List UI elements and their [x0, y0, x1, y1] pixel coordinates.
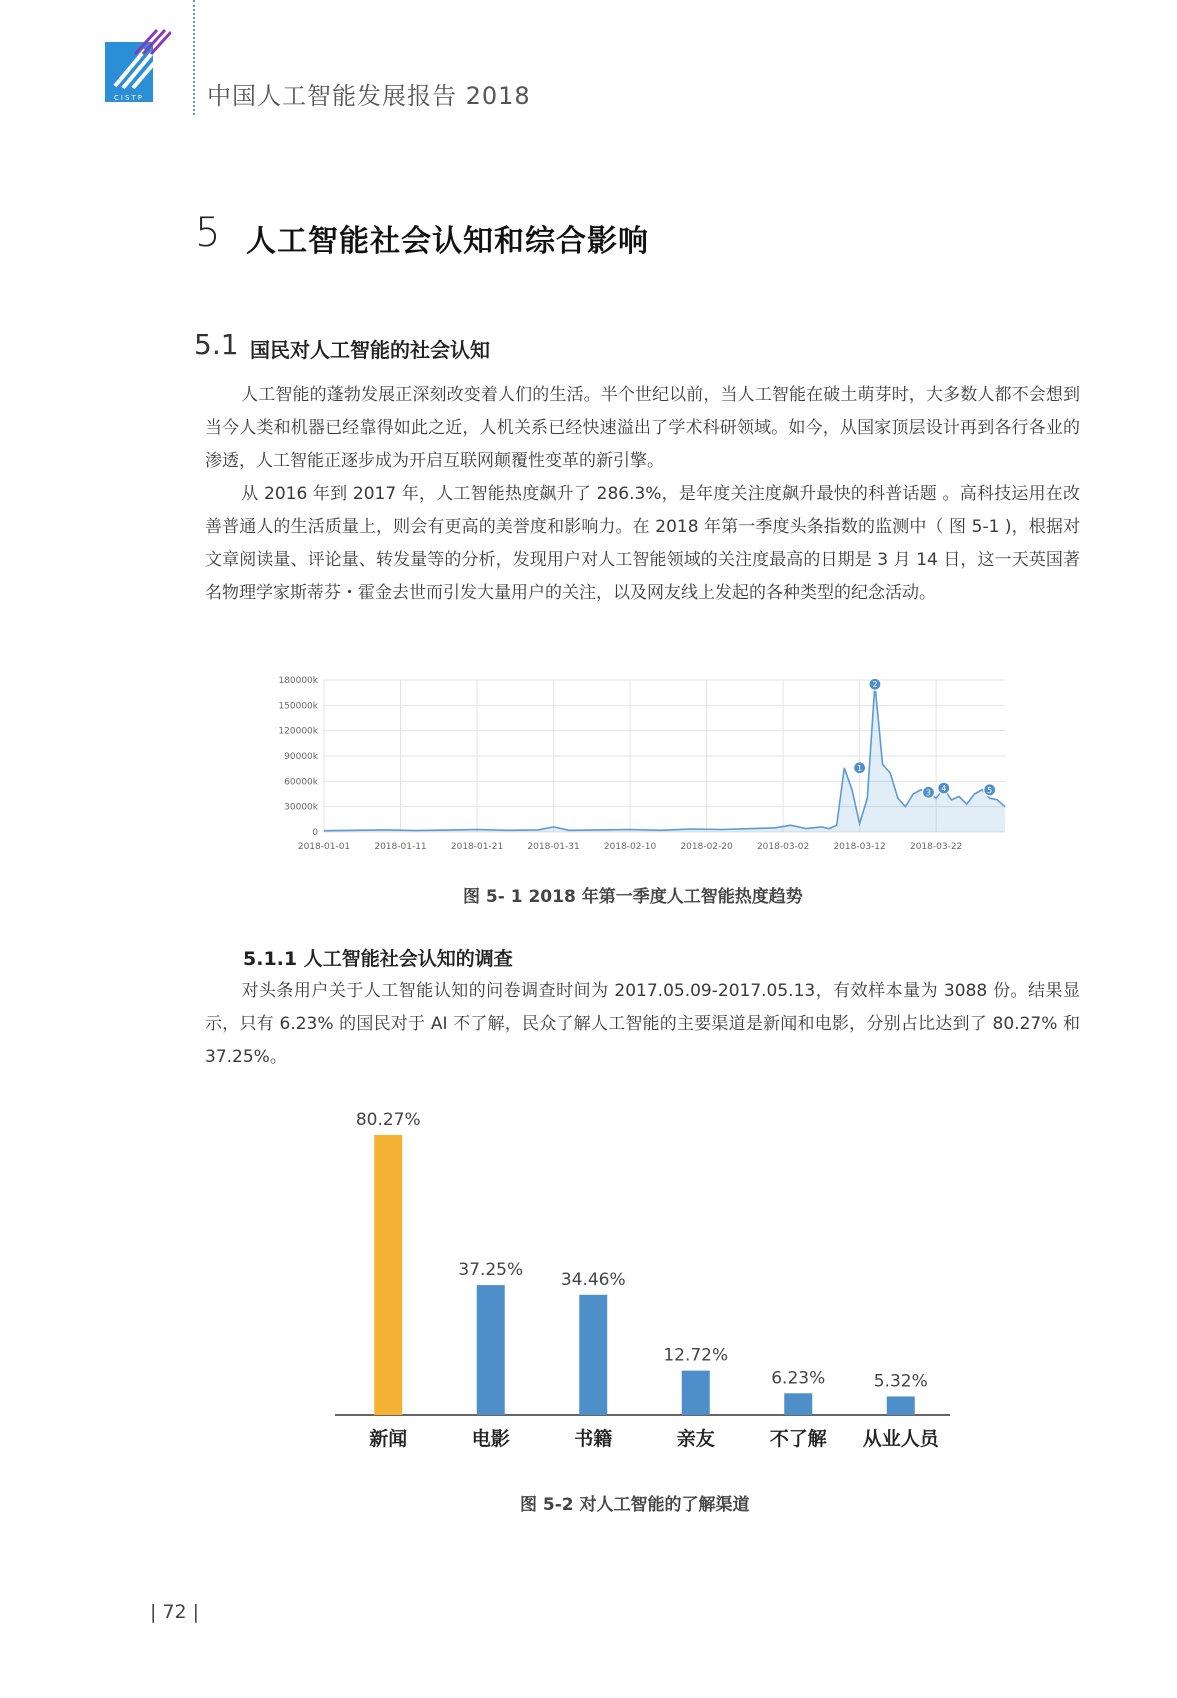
- x-tick-label: 2018-03-02: [756, 842, 810, 852]
- page-number: | 72 |: [150, 1601, 200, 1623]
- section-number: 5.1: [194, 328, 239, 361]
- category-label: 新闻: [369, 1428, 408, 1450]
- category-label: 不了解: [769, 1428, 827, 1450]
- running-header: 中国人工智能发展报告 2018: [207, 82, 531, 110]
- bar: [579, 1295, 607, 1415]
- y-tick-label: 150000k: [278, 701, 318, 712]
- bar-value-label: 12.72%: [663, 1345, 729, 1366]
- bar: [477, 1285, 505, 1415]
- x-tick-label: 2018-01-21: [450, 842, 504, 852]
- heat-trend-chart: [275, 662, 1010, 862]
- header-divider: [193, 0, 195, 115]
- paragraph: [205, 478, 1080, 610]
- paragraph: [205, 379, 1080, 478]
- paragraph: [205, 975, 1080, 1074]
- y-tick-label: 60000k: [284, 777, 318, 788]
- paragraph-text: 人工智能的蓬勃发展正深刻改变着人们的生活。半个世纪以前，当人工智能在破土萌芽时，大多数人都不会想到当今人类和机器已经靠得如此之近，人机关系已经快速溢出了学术科研领域。如今，从国家顶层设计再到各行各业的渗透，人工智能正逐步成为开启互联网颠覆性变革的新引擎。: [205, 385, 1080, 471]
- section-title: 国民对人工智能的社会认知: [250, 338, 490, 362]
- x-tick-label: 2018-02-20: [680, 842, 733, 852]
- chapter-number: 5: [195, 210, 221, 256]
- paragraph-text: 从 2016 年到 2017 年，人工智能热度飙升了 286.3%，是年度关注度飙升最快的科普话题 。高科技运用在改善普通人的生活质量上，则会有更高的美誉度和影响力。在 2018 年第一季度头条指数的监测中（ 图 5-1 )，根据对文章阅读量、评论量、转发量等的分析，发现用户对人工智能领域的关注度最高的日期是 3 月 14 日，这一天英国著名物理学家斯蒂芬・霍金去世而引发大量用户的关注，以及网友线上发起的各种类型的纪念活动。: [205, 484, 1080, 603]
- bar-value-label: 37.25%: [458, 1260, 524, 1281]
- y-tick-label: 180000k: [278, 676, 318, 686]
- y-tick-label: 30000k: [284, 802, 318, 813]
- category-label: 书籍: [574, 1428, 613, 1450]
- event-marker-label: 2: [872, 680, 878, 690]
- series-area: [324, 684, 1005, 832]
- bar-value-label: 5.32%: [873, 1371, 928, 1392]
- bar: [784, 1393, 812, 1415]
- category-label: 从业人员: [862, 1428, 939, 1450]
- bar: [682, 1371, 710, 1415]
- x-tick-label: 2018-03-12: [833, 842, 886, 852]
- logo-text: CISTP: [114, 94, 144, 102]
- event-marker-label: 4: [941, 784, 947, 794]
- paragraph-text: 对头条用户关于人工智能认知的问卷调查时间为 2017.05.09-2017.05.13，有效样本量为 3088 份。结果显示，只有 6.23% 的国民对于 AI 不了解，民众了解人工智能的主要渠道是新闻和电影，分别占比达到了 80.27% 和 37.25%。: [205, 981, 1080, 1067]
- chapter-title: 人工智能社会认知和综合影响: [246, 224, 649, 259]
- x-tick-label: 2018-01-11: [374, 842, 427, 852]
- figure-caption: 图 5- 1 2018 年第一季度人工智能热度趋势: [463, 887, 803, 907]
- bar-value-label: 80.27%: [355, 1110, 421, 1130]
- event-marker-label: 5: [987, 785, 993, 795]
- event-marker-label: 1: [857, 763, 863, 773]
- bar-value-label: 34.46%: [560, 1269, 626, 1290]
- bar: [374, 1135, 402, 1415]
- y-tick-label: 0: [312, 828, 318, 838]
- bar: [887, 1396, 915, 1415]
- channel-bar-chart: [320, 1090, 960, 1470]
- category-label: 亲友: [676, 1428, 715, 1450]
- cistp-logo: [105, 28, 171, 108]
- x-tick-label: 2018-01-01: [297, 842, 351, 852]
- y-tick-label: 120000k: [278, 726, 318, 737]
- y-tick-label: 90000k: [284, 752, 318, 762]
- figure-caption: 图 5-2 对人工智能的了解渠道: [520, 1495, 750, 1515]
- x-tick-label: 2018-02-10: [603, 842, 657, 852]
- x-tick-label: 2018-03-22: [909, 842, 963, 852]
- bar-value-label: 6.23%: [771, 1368, 826, 1389]
- category-label: 电影: [471, 1428, 510, 1450]
- x-tick-label: 2018-01-31: [527, 842, 580, 852]
- subsection-title: 5.1.1 人工智能社会认知的调查: [243, 948, 513, 970]
- event-marker-label: 3: [925, 788, 932, 798]
